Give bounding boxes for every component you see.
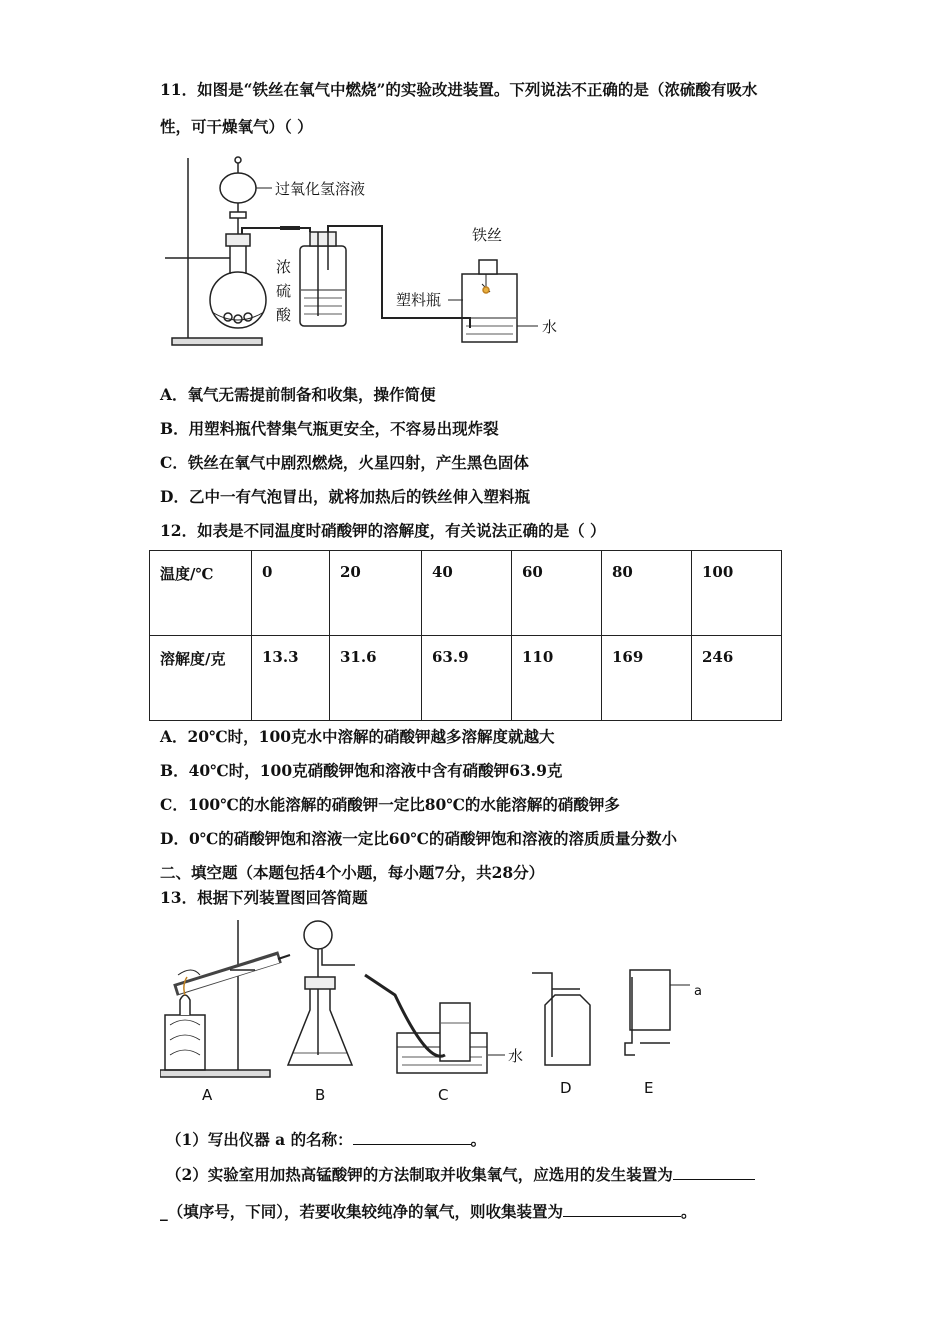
label-plastic-bottle: 塑料瓶	[396, 291, 442, 309]
label-a: A	[202, 1086, 213, 1104]
q13-sub2-blank1[interactable]	[673, 1163, 755, 1180]
solubility-table	[149, 550, 782, 721]
q13-sub2-blank2[interactable]	[563, 1200, 681, 1217]
table-cell: 0	[252, 551, 330, 636]
table-header-temperature: 温度/℃	[150, 551, 252, 636]
table-header-solubility: 溶解度/克	[150, 636, 252, 721]
label-instrument-a: a	[694, 984, 702, 999]
q11-option-a: A．氧气无需提前制备和收集，操作简便	[160, 385, 436, 404]
label-acid-2: 硫	[276, 282, 292, 300]
apparatus-d	[532, 973, 590, 1065]
table-cell: 60	[512, 551, 602, 636]
table-cell: 169	[602, 636, 692, 721]
q11-stem-line1: 11．如图是“铁丝在氧气中燃烧”的实验改进装置。下列说法不正确的是（浓硫酸有吸水	[160, 80, 758, 99]
q13-sub1-text: （1）写出仪器 a 的名称：	[166, 1130, 353, 1149]
table-cell: 20	[330, 551, 422, 636]
table-row-temperature	[150, 551, 782, 636]
apparatus-a	[160, 920, 290, 1077]
plastic-bottle	[462, 274, 517, 342]
apparatus-e	[625, 970, 702, 1055]
q13-sub2-end: 。	[681, 1202, 697, 1221]
q13-apparatus-figure	[160, 915, 720, 1109]
table-cell: 80	[602, 551, 692, 636]
table-cell: 100	[692, 551, 782, 636]
label-e: E	[644, 1079, 654, 1097]
label-iron-wire: 铁丝	[472, 226, 503, 244]
apparatus-b	[288, 921, 355, 1065]
table-cell: 246	[692, 636, 782, 721]
table-cell: 13.3	[252, 636, 330, 721]
q11-stem-line2: 性，可干燥氧气）（ ）	[160, 117, 313, 136]
stand-base	[172, 338, 262, 345]
q13-sub1	[166, 1128, 486, 1150]
table-cell: 40	[422, 551, 512, 636]
q13-sub2-line2	[160, 1200, 697, 1222]
q12-stem: 12．如表是不同温度时硝酸钾的溶解度，有关说法正确的是（ ）	[160, 521, 606, 540]
label-water: 水	[508, 1047, 524, 1065]
table-cell: 110	[512, 636, 602, 721]
apparatus-c	[365, 975, 523, 1073]
label-water: 水	[542, 318, 558, 336]
label-acid-1: 浓	[276, 258, 292, 276]
section2-heading: 二、填空题（本题包括4个小题，每小题7分，共28分）	[160, 863, 545, 882]
label-c: C	[438, 1086, 449, 1104]
q13-stem: 13．根据下列装置图回答简题	[160, 888, 368, 907]
table-cell: 31.6	[330, 636, 422, 721]
table-row-solubility	[150, 636, 782, 721]
q11-apparatus-figure	[160, 150, 560, 354]
q11-option-c: C．铁丝在氧气中剧烈燃烧，火星四射，产生黑色固体	[160, 453, 529, 472]
q12-option-d: D．0℃的硝酸钾饱和溶液一定比60℃的硝酸钾饱和溶液的溶质质量分数小	[160, 829, 677, 848]
label-acid-3: 酸	[276, 306, 292, 324]
q13-sub2-line2-text: _（填序号，下同），若要收集较纯净的氧气，则收集装置为	[160, 1202, 564, 1221]
q13-sub1-blank[interactable]	[353, 1128, 471, 1145]
q11-option-d: D．乙中一有气泡冒出，就将加热后的铁丝伸入塑料瓶	[160, 487, 530, 506]
q13-sub2-line1	[166, 1163, 755, 1185]
q11-option-b: B．用塑料瓶代替集气瓶更安全，不容易出现炸裂	[160, 419, 499, 438]
q13-sub1-end: 。	[470, 1130, 487, 1149]
label-d: D	[560, 1079, 572, 1097]
separatory-funnel	[220, 173, 256, 203]
q12-option-c: C．100℃的水能溶解的硝酸钾一定比80℃的水能溶解的硝酸钾多	[160, 795, 620, 814]
label-peroxide: 过氧化氢溶液	[275, 180, 366, 198]
label-b: B	[315, 1086, 326, 1104]
q13-sub2-text: （2）实验室用加热高锰酸钾的方法制取并收集氧气，应选用的发生装置为	[166, 1165, 673, 1184]
q12-option-b: B．40℃时，100克硝酸钾饱和溶液中含有硝酸钾63.9克	[160, 761, 563, 780]
table-cell: 63.9	[422, 636, 512, 721]
q12-option-a: A．20℃时，100克水中溶解的硝酸钾越多溶解度就越大	[160, 727, 555, 746]
